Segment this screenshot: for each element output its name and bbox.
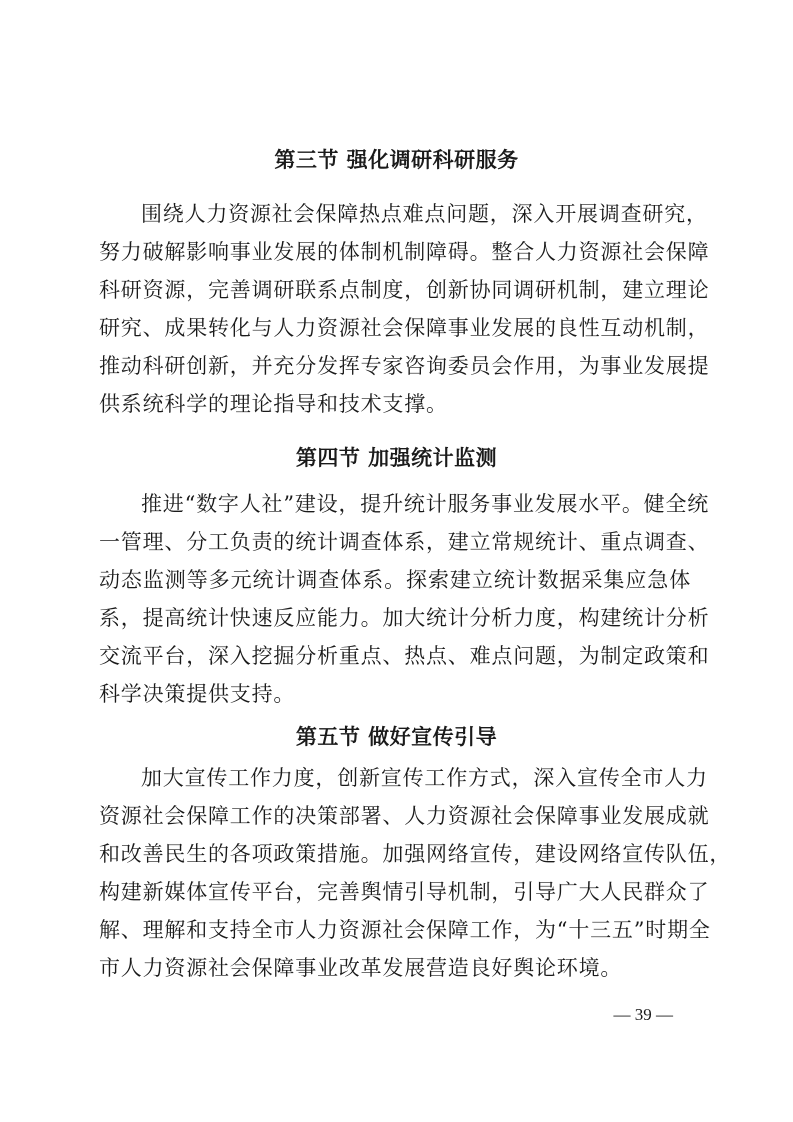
paragraph-line: 研究、成果转化与人力资源社会保障事业发展的良性互动机制， [99,316,710,340]
paragraph-line: 供系统科学的理论指导和技术支撑。 [99,392,448,416]
section-paragraph-5 [99,759,732,987]
paragraph-line: 一管理、分工负责的统计调查体系，建立常规统计、重点调查、 [99,530,710,554]
paragraph-line: 加大宣传工作力度，创新宣传工作方式，深入宣传全市人力 [141,766,708,790]
paragraph-line: 解、理解和支持全市人力资源社会保障工作，为“十三五”时期全 [99,918,711,942]
paragraph-line: 科研资源，完善调研联系点制度，创新协同调研机制，建立理论 [99,278,710,302]
paragraph-line: 动态监测等多元统计调查体系。探索建立统计数据采集应急体 [99,568,691,592]
paragraph-line: 资源社会保障工作的决策部署、人力资源社会保障事业发展成就 [99,804,710,828]
paragraph-line: 推动科研创新，并充分发挥专家咨询委员会作用，为事业发展提 [99,354,710,378]
paragraph-line: 努力破解影响事业发展的体制机制障碍。整合人力资源社会保障 [99,240,710,264]
paragraph-line: 市人力资源社会保障事业改革发展营造良好舆论环境。 [99,956,623,980]
paragraph-line: 系，提高统计快速反应能力。加大统计分析力度，构建统计分析 [99,606,710,630]
paragraph-line: 推进“数字人社”建设，提升统计服务事业发展水平。健全统 [141,492,710,516]
page-number: — 39 — [613,1005,673,1024]
paragraph-line: 围绕人力资源社会保障热点难点问题，深入开展调查研究， [141,202,708,226]
paragraph-line: 构建新媒体宣传平台，完善舆情引导机制，引导广大人民群众了 [99,880,710,904]
section-heading-3: 第三节 强化调研科研服务 [274,148,519,172]
section-paragraph-4 [99,485,710,713]
paragraph-line: 科学决策提供支持。 [99,682,296,706]
section-heading-5: 第五节 做好宣传引导 [295,725,498,749]
paragraph-line: 和改善民生的各项政策措施。加强网络宣传，建设网络宣传队伍， [99,842,732,866]
paragraph-line: 交流平台，深入挖掘分析重点、热点、难点问题，为制定政策和 [99,644,710,668]
section-paragraph-3 [99,195,710,423]
section-heading-4: 第四节 加强统计监测 [295,446,498,470]
